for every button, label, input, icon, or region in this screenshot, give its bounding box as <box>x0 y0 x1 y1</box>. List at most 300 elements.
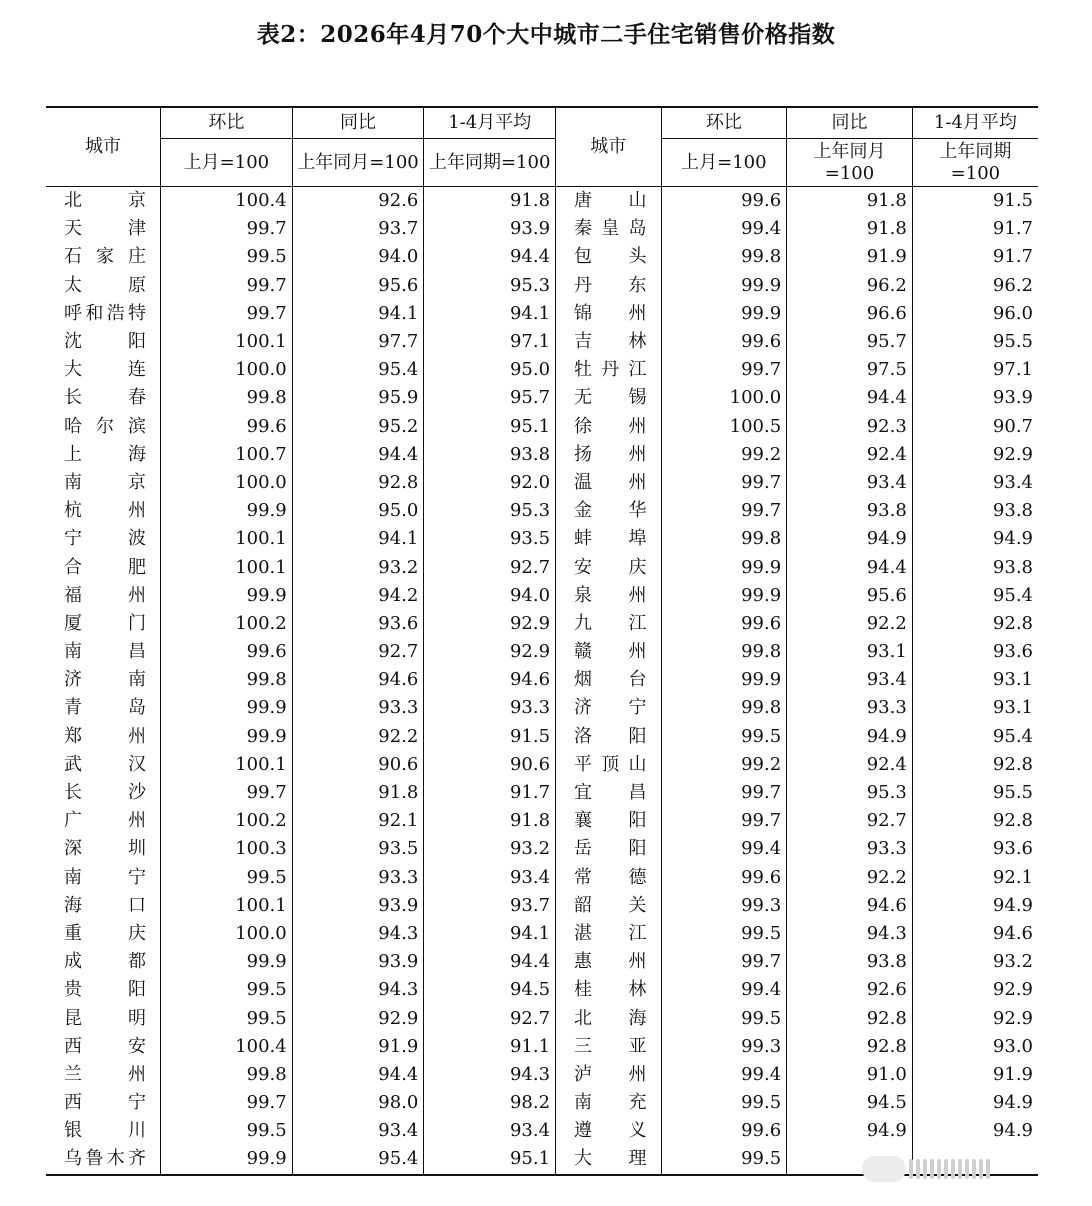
city-name-left: 济南 <box>64 669 147 691</box>
yoy-value-right: 93.1 <box>787 638 913 666</box>
city-name-right: 金华 <box>556 497 662 525</box>
city-name-right: 岳阳 <box>556 835 662 863</box>
avg-value-left: 98.2 <box>424 1089 556 1117</box>
city-name-left: 北京 <box>64 190 147 212</box>
mom-value-right: 99.4 <box>661 835 787 863</box>
mom-value-left: 99.8 <box>161 1061 293 1089</box>
watermark-bar <box>930 1159 934 1179</box>
city-name-right: 宜昌 <box>556 779 662 807</box>
avg-base-right: 上年同期 =100 <box>912 139 1038 187</box>
yoy-value-right: 92.4 <box>787 751 913 779</box>
city-name-right: 徐州 <box>556 413 662 441</box>
table-row <box>46 215 1038 243</box>
watermark-bar <box>979 1159 983 1179</box>
avg-value-left: 97.1 <box>424 328 556 356</box>
city-name-right: 牡丹江 <box>556 356 662 384</box>
yoy-value-left: 91.9 <box>292 1033 424 1061</box>
city-name-right: 韶关 <box>556 892 662 920</box>
mom-value-left: 100.2 <box>161 610 293 638</box>
avg-value-right: 93.6 <box>912 835 1038 863</box>
table-row <box>46 1117 1038 1145</box>
watermark-bar <box>923 1159 927 1179</box>
yoy-value-left: 90.6 <box>292 751 424 779</box>
avg-value-left: 95.3 <box>424 272 556 300</box>
mom-header-left: 环比 <box>161 107 293 139</box>
avg-value-right: 95.4 <box>912 723 1038 751</box>
table-row <box>46 920 1038 948</box>
table-row <box>46 864 1038 892</box>
mom-value-left: 99.9 <box>161 582 293 610</box>
avg-value-left: 93.8 <box>424 441 556 469</box>
yoy-value-left: 94.2 <box>292 582 424 610</box>
mom-value-right: 99.3 <box>661 892 787 920</box>
yoy-value-left: 93.6 <box>292 610 424 638</box>
avg-value-right: 90.7 <box>912 413 1038 441</box>
yoy-value-right: 92.4 <box>787 441 913 469</box>
avg-value-right: 91.5 <box>912 187 1038 216</box>
table-row <box>46 356 1038 384</box>
mom-value-right: 99.9 <box>661 666 787 694</box>
mom-value-left: 99.6 <box>161 638 293 666</box>
avg-value-left: 91.8 <box>424 807 556 835</box>
mom-value-right: 99.6 <box>661 187 787 216</box>
table-row <box>46 835 1038 863</box>
yoy-value-right: 95.3 <box>787 779 913 807</box>
city-name-left: 长春 <box>64 387 147 409</box>
avg-value-right: 95.5 <box>912 779 1038 807</box>
yoy-value-left: 98.0 <box>292 1089 424 1117</box>
city-name-left: 乌鲁木齐 <box>46 1145 161 1174</box>
city-name-left: 广州 <box>64 810 147 832</box>
yoy-value-right: 91.8 <box>787 187 913 216</box>
table-row <box>46 666 1038 694</box>
avg-value-right: 96.0 <box>912 300 1038 328</box>
avg-value-left: 95.0 <box>424 356 556 384</box>
yoy-value-left: 95.0 <box>292 497 424 525</box>
avg-value-left: 93.3 <box>424 694 556 722</box>
yoy-value-left: 95.2 <box>292 413 424 441</box>
city-name-right: 湛江 <box>556 920 662 948</box>
table-row <box>46 779 1038 807</box>
avg-value-left: 94.3 <box>424 1061 556 1089</box>
yoy-value-left: 91.8 <box>292 779 424 807</box>
avg-value-left: 91.5 <box>424 723 556 751</box>
mom-value-right: 99.7 <box>661 356 787 384</box>
city-name-left: 南宁 <box>64 866 147 888</box>
city-name-left: 西安 <box>64 1035 147 1057</box>
table-row <box>46 272 1038 300</box>
yoy-value-left: 94.4 <box>292 441 424 469</box>
avg-value-right: 91.7 <box>912 243 1038 271</box>
yoy-value-left: 92.7 <box>292 638 424 666</box>
avg-value-right: 92.1 <box>912 864 1038 892</box>
avg-value-left: 92.7 <box>424 1004 556 1032</box>
yoy-value-right: 92.8 <box>787 1033 913 1061</box>
mom-value-right: 99.9 <box>661 582 787 610</box>
table-row <box>46 582 1038 610</box>
yoy-value-left: 93.9 <box>292 892 424 920</box>
avg-value-left: 92.9 <box>424 638 556 666</box>
yoy-header-right: 同比 <box>787 107 913 139</box>
city-name-left: 海口 <box>64 894 147 916</box>
watermark-bar <box>937 1159 941 1179</box>
mom-value-right: 99.8 <box>661 525 787 553</box>
city-name-right: 桂林 <box>556 976 662 1004</box>
mom-value-right: 99.7 <box>661 469 787 497</box>
avg-value-right: 92.8 <box>912 610 1038 638</box>
avg-value-left: 92.7 <box>424 553 556 581</box>
watermark-bar <box>986 1159 990 1179</box>
mom-value-right: 99.8 <box>661 694 787 722</box>
avg-value-right: 94.9 <box>912 892 1038 920</box>
yoy-value-right: 94.4 <box>787 384 913 412</box>
mom-value-right: 100.0 <box>661 384 787 412</box>
mom-value-right: 99.6 <box>661 864 787 892</box>
yoy-value-left: 93.3 <box>292 694 424 722</box>
mom-value-left: 100.4 <box>161 1033 293 1061</box>
avg-value-left: 90.6 <box>424 751 556 779</box>
avg-value-left: 95.1 <box>424 413 556 441</box>
city-name-left: 银川 <box>64 1120 147 1142</box>
avg-value-right: 92.9 <box>912 1004 1038 1032</box>
city-name-left: 深圳 <box>64 838 147 860</box>
price-index-table <box>46 106 1038 1176</box>
city-name-left: 青岛 <box>64 697 147 719</box>
yoy-value-left: 94.3 <box>292 976 424 1004</box>
avg-value-left: 91.1 <box>424 1033 556 1061</box>
yoy-value-right: 94.9 <box>787 1117 913 1145</box>
avg-value-right: 94.6 <box>912 920 1038 948</box>
yoy-value-right: 93.8 <box>787 948 913 976</box>
city-name-left: 合肥 <box>64 556 147 578</box>
yoy-value-left: 92.6 <box>292 187 424 216</box>
yoy-value-left: 93.4 <box>292 1117 424 1145</box>
city-header-left: 城市 <box>46 107 161 187</box>
avg-value-right: 92.8 <box>912 807 1038 835</box>
table-row <box>46 723 1038 751</box>
mom-value-left: 99.8 <box>161 666 293 694</box>
mom-value-right: 99.4 <box>661 215 787 243</box>
yoy-value-right: 92.2 <box>787 610 913 638</box>
avg-value-left: 93.9 <box>424 215 556 243</box>
avg-value-left: 93.4 <box>424 864 556 892</box>
city-name-left: 兰州 <box>64 1063 147 1085</box>
yoy-value-right: 93.3 <box>787 694 913 722</box>
avg-value-right: 96.2 <box>912 272 1038 300</box>
mom-value-left: 99.6 <box>161 413 293 441</box>
yoy-value-left: 95.9 <box>292 384 424 412</box>
mom-value-left: 100.1 <box>161 525 293 553</box>
city-name-right: 包头 <box>556 243 662 271</box>
watermark-bar <box>909 1159 913 1179</box>
mom-value-left: 100.1 <box>161 751 293 779</box>
yoy-value-right: 92.7 <box>787 807 913 835</box>
city-name-right: 九江 <box>556 610 662 638</box>
table-row <box>46 1061 1038 1089</box>
yoy-value-right: 94.4 <box>787 553 913 581</box>
yoy-value-right: 95.7 <box>787 328 913 356</box>
watermark-bar <box>972 1159 976 1179</box>
avg-value-right: 93.8 <box>912 553 1038 581</box>
watermark-bar <box>958 1159 962 1179</box>
city-name-left: 成都 <box>64 951 147 973</box>
city-name-right: 惠州 <box>556 948 662 976</box>
watermark <box>862 1152 1072 1186</box>
avg-value-left: 93.5 <box>424 525 556 553</box>
avg-value-right: 94.9 <box>912 525 1038 553</box>
yoy-value-left: 94.0 <box>292 243 424 271</box>
mom-value-left: 100.0 <box>161 920 293 948</box>
avg-value-left: 95.1 <box>424 1145 556 1174</box>
avg-value-left: 95.7 <box>424 384 556 412</box>
table-row <box>46 328 1038 356</box>
city-name-right: 南充 <box>556 1089 662 1117</box>
mom-value-left: 99.9 <box>161 497 293 525</box>
mom-value-right: 99.5 <box>661 920 787 948</box>
mom-value-right: 99.6 <box>661 328 787 356</box>
avg-value-right: 94.9 <box>912 1089 1038 1117</box>
mom-value-left: 99.5 <box>161 864 293 892</box>
avg-value-right: 95.5 <box>912 328 1038 356</box>
city-name-left: 哈尔滨 <box>64 415 147 437</box>
city-name-right: 遵义 <box>556 1117 662 1145</box>
watermark-bar <box>951 1159 955 1179</box>
avg-value-left: 94.4 <box>424 243 556 271</box>
table-row <box>46 497 1038 525</box>
city-name-right: 扬州 <box>556 441 662 469</box>
avg-value-right: 97.1 <box>912 356 1038 384</box>
mom-value-left: 100.0 <box>161 356 293 384</box>
table-row <box>46 976 1038 1004</box>
mom-value-right: 99.9 <box>661 272 787 300</box>
yoy-value-left: 93.3 <box>292 864 424 892</box>
table-row <box>46 948 1038 976</box>
yoy-value-right: 97.5 <box>787 356 913 384</box>
city-name-right: 三亚 <box>556 1033 662 1061</box>
watermark-pill <box>862 1156 906 1182</box>
city-name-right: 烟台 <box>556 666 662 694</box>
yoy-base-right: 上年同月 =100 <box>787 139 913 187</box>
city-name-left: 石家庄 <box>64 246 147 268</box>
mom-value-left: 100.7 <box>161 441 293 469</box>
table-row <box>46 553 1038 581</box>
avg-value-right: 92.8 <box>912 751 1038 779</box>
yoy-value-right: 93.4 <box>787 666 913 694</box>
yoy-value-left: 92.9 <box>292 1004 424 1032</box>
mom-value-left: 99.5 <box>161 1117 293 1145</box>
city-name-left: 大连 <box>64 359 147 381</box>
avg-header-right: 1-4月平均 <box>912 107 1038 139</box>
avg-value-right: 94.9 <box>912 1117 1038 1145</box>
yoy-value-right: 91.0 <box>787 1061 913 1089</box>
yoy-value-left: 93.2 <box>292 553 424 581</box>
yoy-value-right: 91.9 <box>787 243 913 271</box>
yoy-value-left: 95.4 <box>292 356 424 384</box>
city-name-right: 锦州 <box>556 300 662 328</box>
avg-value-right: 93.0 <box>912 1033 1038 1061</box>
city-name-left: 天津 <box>64 218 147 240</box>
yoy-value-left: 92.8 <box>292 469 424 497</box>
city-name-right: 无锡 <box>556 384 662 412</box>
table-row <box>46 807 1038 835</box>
avg-value-left: 93.4 <box>424 1117 556 1145</box>
table-body <box>46 187 1038 1175</box>
yoy-value-right: 96.6 <box>787 300 913 328</box>
mom-value-left: 99.9 <box>161 1145 293 1174</box>
yoy-value-left: 95.6 <box>292 272 424 300</box>
city-name-right: 赣州 <box>556 638 662 666</box>
mom-value-right: 99.5 <box>661 723 787 751</box>
table-row <box>46 441 1038 469</box>
city-name-left: 南昌 <box>64 641 147 663</box>
yoy-value-right: 94.3 <box>787 920 913 948</box>
mom-value-right: 100.5 <box>661 413 787 441</box>
mom-value-right: 99.3 <box>661 1033 787 1061</box>
mom-value-left: 99.9 <box>161 694 293 722</box>
city-name-left: 重庆 <box>64 922 147 944</box>
avg-value-left: 92.0 <box>424 469 556 497</box>
table-row <box>46 413 1038 441</box>
yoy-value-right: 92.8 <box>787 1004 913 1032</box>
yoy-value-left: 97.7 <box>292 328 424 356</box>
avg-value-left: 94.1 <box>424 300 556 328</box>
mom-value-right: 99.7 <box>661 948 787 976</box>
city-name-left: 太原 <box>64 274 147 296</box>
avg-value-right: 93.1 <box>912 666 1038 694</box>
mom-value-left: 99.7 <box>161 779 293 807</box>
avg-value-left: 94.5 <box>424 976 556 1004</box>
mom-value-left: 100.1 <box>161 892 293 920</box>
avg-value-right: 95.4 <box>912 582 1038 610</box>
yoy-value-right: 95.6 <box>787 582 913 610</box>
avg-value-left: 91.7 <box>424 779 556 807</box>
city-name-right: 蚌埠 <box>556 525 662 553</box>
mom-value-left: 100.1 <box>161 328 293 356</box>
mom-value-right: 99.9 <box>661 300 787 328</box>
mom-value-right: 99.2 <box>661 751 787 779</box>
avg-value-right: 92.9 <box>912 441 1038 469</box>
table-row <box>46 525 1038 553</box>
table-row <box>46 892 1038 920</box>
mom-value-right: 99.8 <box>661 243 787 271</box>
yoy-value-left: 93.7 <box>292 215 424 243</box>
avg-value-left: 92.9 <box>424 610 556 638</box>
mom-value-right: 99.4 <box>661 1061 787 1089</box>
yoy-value-left: 95.4 <box>292 1145 424 1174</box>
yoy-value-right: 94.9 <box>787 723 913 751</box>
mom-value-left: 100.4 <box>161 187 293 216</box>
table-row <box>46 384 1038 412</box>
mom-value-right: 99.7 <box>661 497 787 525</box>
mom-base-left: 上月=100 <box>161 139 293 187</box>
yoy-value-left: 94.1 <box>292 525 424 553</box>
mom-value-left: 99.7 <box>161 215 293 243</box>
table-row <box>46 300 1038 328</box>
city-name-right: 唐山 <box>556 187 662 216</box>
city-name-left: 南京 <box>64 471 147 493</box>
yoy-value-left: 94.4 <box>292 1061 424 1089</box>
yoy-value-right: 92.3 <box>787 413 913 441</box>
table-row <box>46 469 1038 497</box>
city-header-right: 城市 <box>556 107 662 187</box>
avg-base-left: 上年同期=100 <box>424 139 556 187</box>
mom-value-right: 99.6 <box>661 1117 787 1145</box>
yoy-value-right: 94.5 <box>787 1089 913 1117</box>
yoy-value-left: 94.6 <box>292 666 424 694</box>
yoy-value-right: 96.2 <box>787 272 913 300</box>
yoy-value-right: 91.8 <box>787 215 913 243</box>
yoy-value-left: 93.9 <box>292 948 424 976</box>
city-name-right: 温州 <box>556 469 662 497</box>
city-name-left: 西宁 <box>64 1092 147 1114</box>
avg-value-left: 93.2 <box>424 835 556 863</box>
yoy-value-left: 92.2 <box>292 723 424 751</box>
yoy-value-left: 94.1 <box>292 300 424 328</box>
mom-value-left: 99.7 <box>161 272 293 300</box>
yoy-value-left: 92.1 <box>292 807 424 835</box>
city-name-right: 泸州 <box>556 1061 662 1089</box>
table-row <box>46 751 1038 779</box>
city-name-left: 杭州 <box>64 500 147 522</box>
avg-value-left: 94.0 <box>424 582 556 610</box>
table-title: 表2：2026年4月70个大中城市二手住宅销售价格指数 <box>256 21 836 48</box>
yoy-value-left: 94.3 <box>292 920 424 948</box>
city-name-left: 呼和浩特 <box>64 302 147 324</box>
city-name-left: 贵阳 <box>64 979 147 1001</box>
avg-value-left: 94.4 <box>424 948 556 976</box>
mom-base-right: 上月=100 <box>661 139 787 187</box>
city-name-right: 平顶山 <box>556 751 662 779</box>
city-name-right: 济宁 <box>556 694 662 722</box>
watermark-bar <box>965 1159 969 1179</box>
yoy-value-left: 93.5 <box>292 835 424 863</box>
watermark-bar <box>916 1159 920 1179</box>
mom-value-right: 99.2 <box>661 441 787 469</box>
avg-value-right: 92.9 <box>912 976 1038 1004</box>
mom-value-right: 99.6 <box>661 610 787 638</box>
mom-value-left: 99.8 <box>161 384 293 412</box>
mom-value-right: 99.9 <box>661 553 787 581</box>
mom-value-left: 100.1 <box>161 553 293 581</box>
yoy-value-right: 92.6 <box>787 976 913 1004</box>
avg-value-left: 94.1 <box>424 920 556 948</box>
yoy-value-right: 93.8 <box>787 497 913 525</box>
mom-value-left: 99.7 <box>161 300 293 328</box>
mom-value-left: 99.5 <box>161 1004 293 1032</box>
mom-value-right: 99.8 <box>661 638 787 666</box>
yoy-value-right: 94.9 <box>787 525 913 553</box>
avg-value-right: 93.8 <box>912 497 1038 525</box>
avg-header-left: 1-4月平均 <box>424 107 556 139</box>
yoy-value-right: 93.4 <box>787 469 913 497</box>
city-name-right: 安庆 <box>556 553 662 581</box>
mom-value-left: 99.5 <box>161 243 293 271</box>
table-row <box>46 187 1038 216</box>
mom-value-left: 100.2 <box>161 807 293 835</box>
yoy-value-right: 94.6 <box>787 892 913 920</box>
mom-value-left: 100.0 <box>161 469 293 497</box>
mom-value-left: 99.9 <box>161 948 293 976</box>
table-row <box>46 694 1038 722</box>
table-row <box>46 610 1038 638</box>
city-name-right: 洛阳 <box>556 723 662 751</box>
avg-value-right: 93.1 <box>912 694 1038 722</box>
yoy-value-right: 93.3 <box>787 835 913 863</box>
avg-value-right: 93.6 <box>912 638 1038 666</box>
city-name-left: 沈阳 <box>64 331 147 353</box>
table-row <box>46 638 1038 666</box>
city-name-left: 长沙 <box>64 782 147 804</box>
